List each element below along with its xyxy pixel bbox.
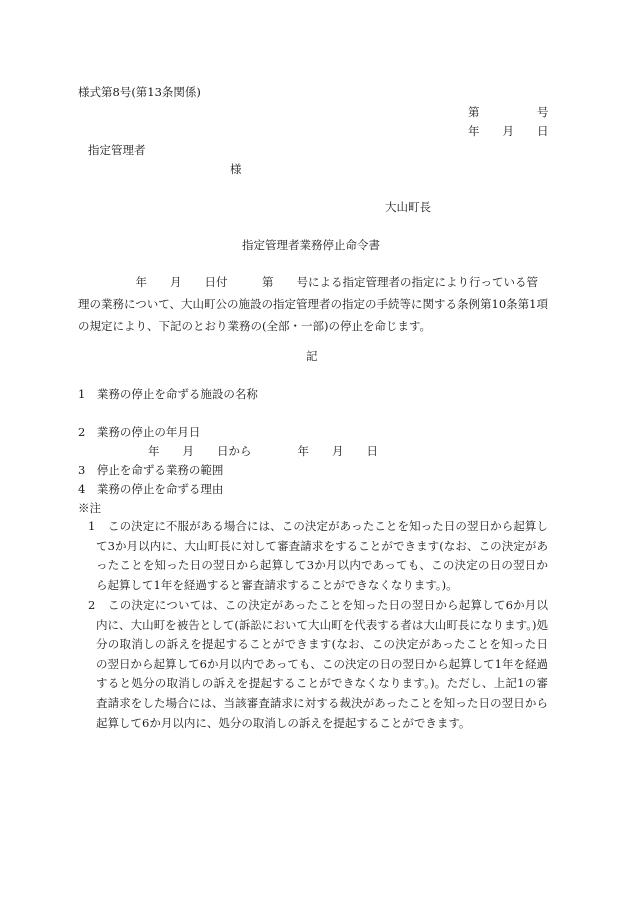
period-line: 年 月 日から 年 月 日	[148, 444, 378, 458]
recipient-title: 指定管理者	[88, 143, 146, 157]
item-4: 4 業務の停止を命ずる理由	[78, 482, 224, 496]
item-1: 1 業務の停止を命ずる施設の名称	[78, 387, 258, 401]
note-1-text: この決定に不服がある場合には、この決定があったことを知った日の翌日から起算して3か月以内に、大山町長に対して審査請求をすることができます(なお、この決定があったことを知った日の翌日から起算して3か月以内であっても、この決定の日の翌日から起算して1年を経過すると審査請求することができなくなります。)。	[96, 519, 548, 592]
note-2-text: この決定については、この決定があったことを知った日の翌日から起算して6か月以内に、大山町を被告として(訴訟において大山町を代表する者は大山町長になります。)処分の取消しの訴えを提起することができます(なお、この決定があったことを知った日の翌日から起算して6か月以内であっても、この決定の日の翌日から起算して1年を経過すると処分の取消しの訴えを提起することができなくなります。)。ただし、上記1の審査請求をした場合には、当該審査請求に対する裁決があったことを知った日の翌日から起算して6か月以内に、処分の取消しの訴えを提起することができます。	[96, 598, 548, 730]
document-title: 指定管理者業務停止命令書	[242, 238, 380, 252]
ki-heading: 記	[306, 349, 318, 363]
note-2-number: 2	[88, 598, 96, 612]
note-1-number: 1	[88, 519, 96, 533]
document-number: 第 号	[468, 105, 549, 119]
form-number: 様式第8号(第13条関係)	[78, 85, 201, 99]
notes-label: ※注	[78, 501, 101, 515]
item-3: 3 停止を命ずる業務の範囲	[78, 463, 224, 477]
body-first-line: 年 月 日付 第 号による指定管理者の指定により行っている管	[78, 275, 538, 289]
body-paragraph: 理の業務について、大山町公の施設の指定管理者の指定の手続等に関する条例第10条第1項の規定により、下記のとおり業務の(全部・一部)の停止を命じます。	[78, 297, 548, 333]
issue-date: 年 月 日	[468, 124, 549, 138]
item-2: 2 業務の停止の年月日	[78, 425, 201, 439]
recipient-honorific: 様	[230, 162, 242, 176]
issuer-name: 大山町長	[385, 200, 431, 214]
